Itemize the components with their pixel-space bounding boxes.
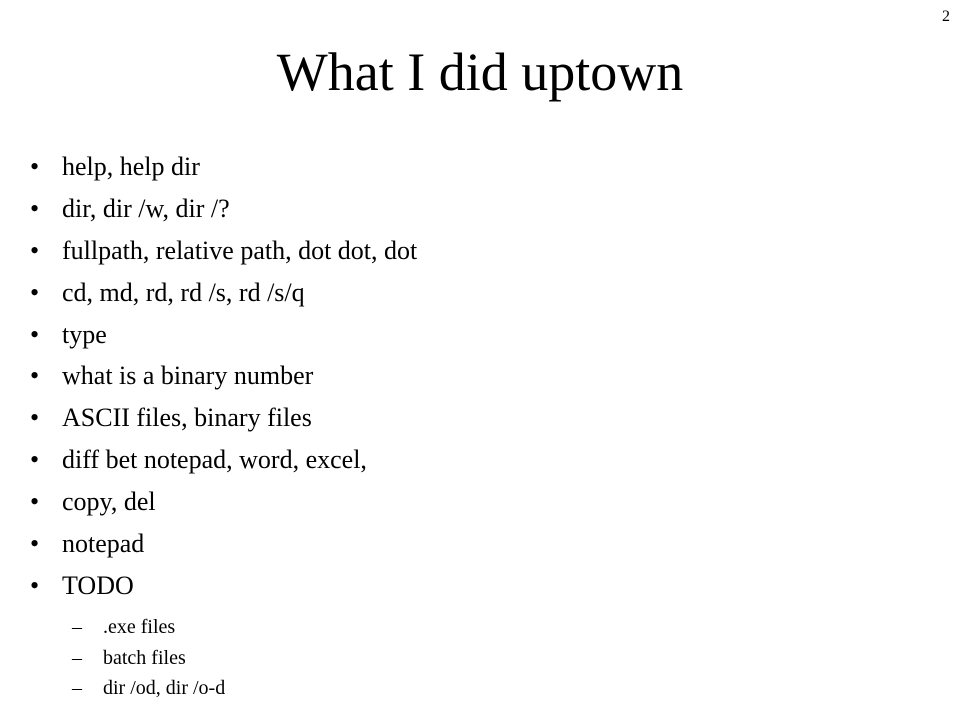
bullet-dot: • (30, 193, 40, 223)
bullet-dot: • (30, 319, 40, 349)
bullet-text: TODO (62, 570, 134, 600)
sub-bullet-item (72, 612, 225, 643)
bullet-dot: • (30, 361, 40, 391)
bullet-dot: • (30, 235, 40, 265)
bullet-text: ASCII files, binary files (62, 403, 312, 433)
bullet-item (30, 439, 417, 481)
bullet-item (30, 188, 417, 230)
bullet-text: type (62, 319, 107, 349)
bullet-item (30, 523, 417, 565)
bullet-dot: • (30, 445, 40, 475)
sub-bullet-list (72, 612, 225, 704)
bullet-dot: • (30, 570, 40, 600)
bullet-dot: • (30, 403, 40, 433)
slide-title: What I did uptown (276, 42, 684, 102)
sub-bullet-text: dir /od, dir /o-d (103, 677, 226, 699)
bullet-text: copy, del (62, 487, 156, 517)
dash-mark: – (72, 646, 82, 669)
slide-number: 2 (942, 8, 950, 25)
bullet-list (30, 146, 417, 607)
bullet-dot: • (30, 529, 40, 559)
bullet-item (30, 397, 417, 439)
bullet-dot: • (30, 487, 40, 517)
bullet-text: cd, md, rd, rd /s, rd /s/q (62, 277, 305, 307)
bullet-item (30, 355, 417, 397)
dash-mark: – (72, 616, 82, 638)
bullet-item (30, 230, 417, 272)
bullet-text: help, help dir (62, 152, 200, 181)
bullet-text: fullpath, relative path, dot dot, dot (62, 235, 418, 265)
bullet-text: dir, dir /w, dir /? (62, 193, 230, 223)
sub-bullet-item (72, 673, 225, 704)
bullet-text: diff bet notepad, word, excel, (62, 445, 367, 475)
bullet-item (30, 272, 417, 314)
dash-mark: – (72, 677, 82, 699)
bullet-dot: • (30, 277, 40, 307)
bullet-item (30, 146, 417, 188)
sub-bullet-text: .exe files (103, 616, 176, 638)
bullet-dot: • (30, 152, 40, 181)
bullet-item (30, 565, 417, 607)
bullet-item (30, 314, 417, 356)
sub-bullet-text: batch files (103, 646, 186, 669)
bullet-text: what is a binary number (62, 361, 314, 391)
bullet-text: notepad (62, 529, 145, 559)
bullet-item (30, 481, 417, 523)
sub-bullet-item (72, 643, 225, 674)
